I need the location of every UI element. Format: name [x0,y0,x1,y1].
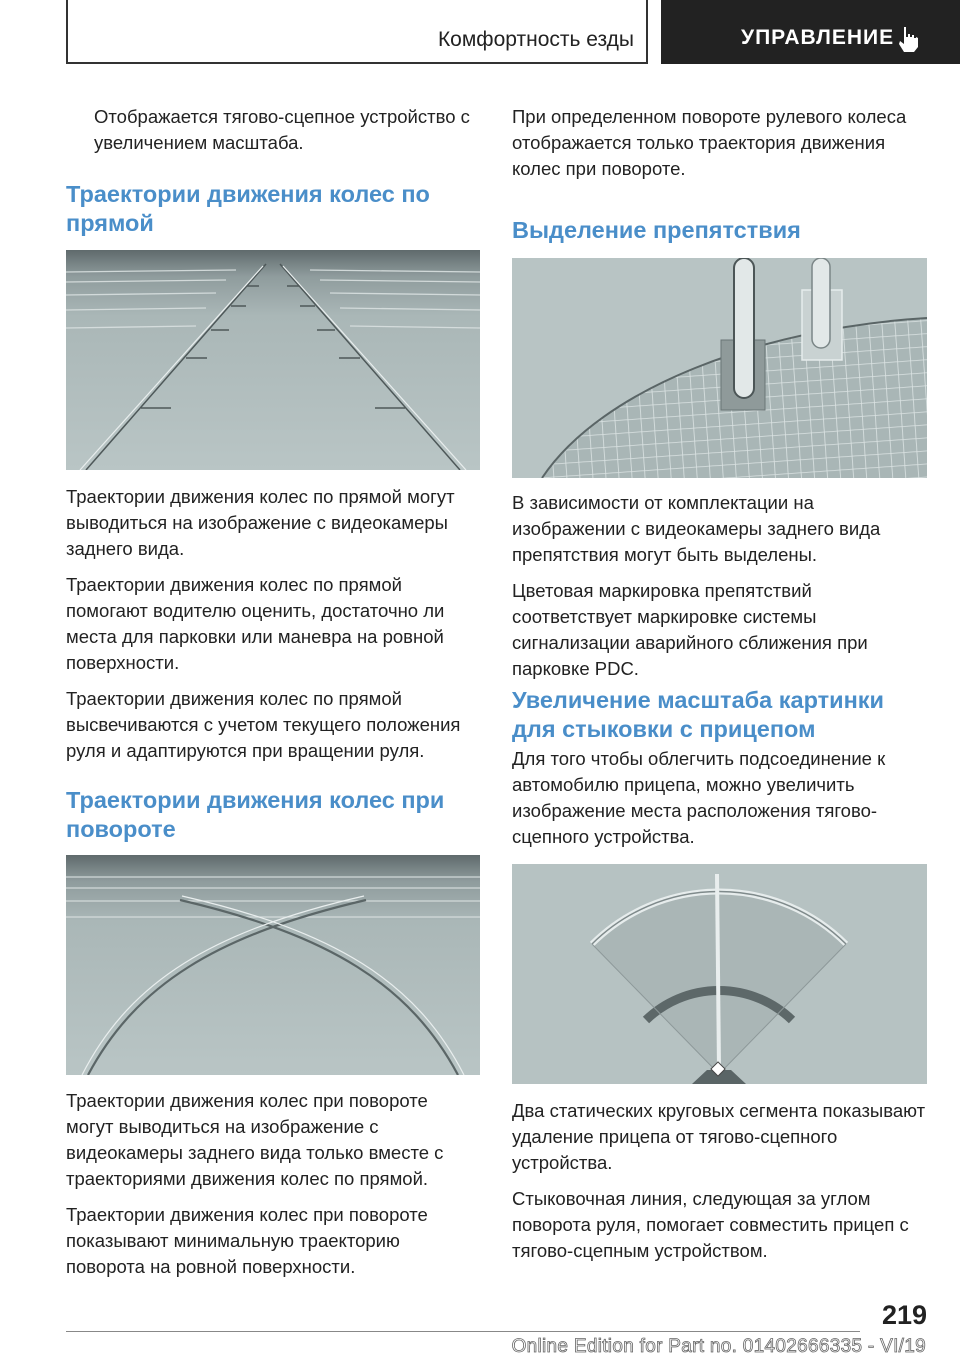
paragraph: Траектории движения колес при повороте могут выводиться на изображение с видеокамеры заднего вида только вместе с траекториями движения колес по прямой. [66,1090,444,1189]
heading-straight-trajectories: Траектории движения колес по прямой [66,181,430,236]
figure-straight-trajectories [66,250,480,470]
heading-obstacle-highlight: Выделение препятствия [512,217,801,243]
paragraph: Траектории движения колес по прямой могут выводиться на изображение с видеокамеры заднего вида. [66,486,455,559]
paragraph: Для того чтобы облегчить подсоединение к автомобилю прицепа, можно увеличить изображение места расположения тягово-сцепного устройства. [512,748,886,847]
footer-divider [66,1331,860,1332]
intro-text: Отображается тягово-сцепное устройство с увеличением масштаба. [94,106,470,153]
paragraph: Траектории движения колес при повороте показывают минимальную траекторию поворота на ровной поверхности. [66,1204,428,1277]
hand-pointer-icon [896,25,922,53]
header-section-box [66,0,648,64]
figure-turning-trajectories [66,855,480,1075]
paragraph: Цветовая маркировка препятствий соответствует маркировке системы сигнализации аварийного сближения при парковке PDC. [512,580,868,679]
figure-obstacle-highlight [512,258,927,478]
figure-trailer-coupling [512,864,927,1084]
heading-turning-trajectories: Траектории движения колес при повороте [66,787,445,842]
section-title: УПРАВЛЕНИЕ [741,26,895,49]
heading-trailer-zoom: Увеличение масштаба картинки для стыковки с прицепом [512,687,884,742]
paragraph: Стыковочная линия, следующая за углом поворота руля, помогает совместить прицеп с тягово-сцепным устройством. [512,1188,909,1261]
section-subtitle: Комфортность езды [437,28,634,51]
paragraph: Траектории движения колес по прямой высвечиваются с учетом текущего положения руля и адаптируются при вращении руля. [66,688,461,761]
paragraph: Два статических круговых сегмента показывают удаление прицепа от тягово-сцепного устройства. [512,1100,926,1173]
edition-note: Online Edition for Part no. 01402666335 - VI/19 [511,1336,926,1357]
paragraph: Траектории движения колес по прямой помогают водителю оценить, достаточно ли места для парковки или маневра на ровной поверхности. [66,574,445,673]
page-number: 219 [882,1300,928,1330]
paragraph: При определенном повороте рулевого колеса отображается только траектория движения колес при повороте. [512,106,907,179]
paragraph: В зависимости от комплектации на изображении с видеокамеры заднего вида препятствия могут быть выделены. [512,492,881,565]
